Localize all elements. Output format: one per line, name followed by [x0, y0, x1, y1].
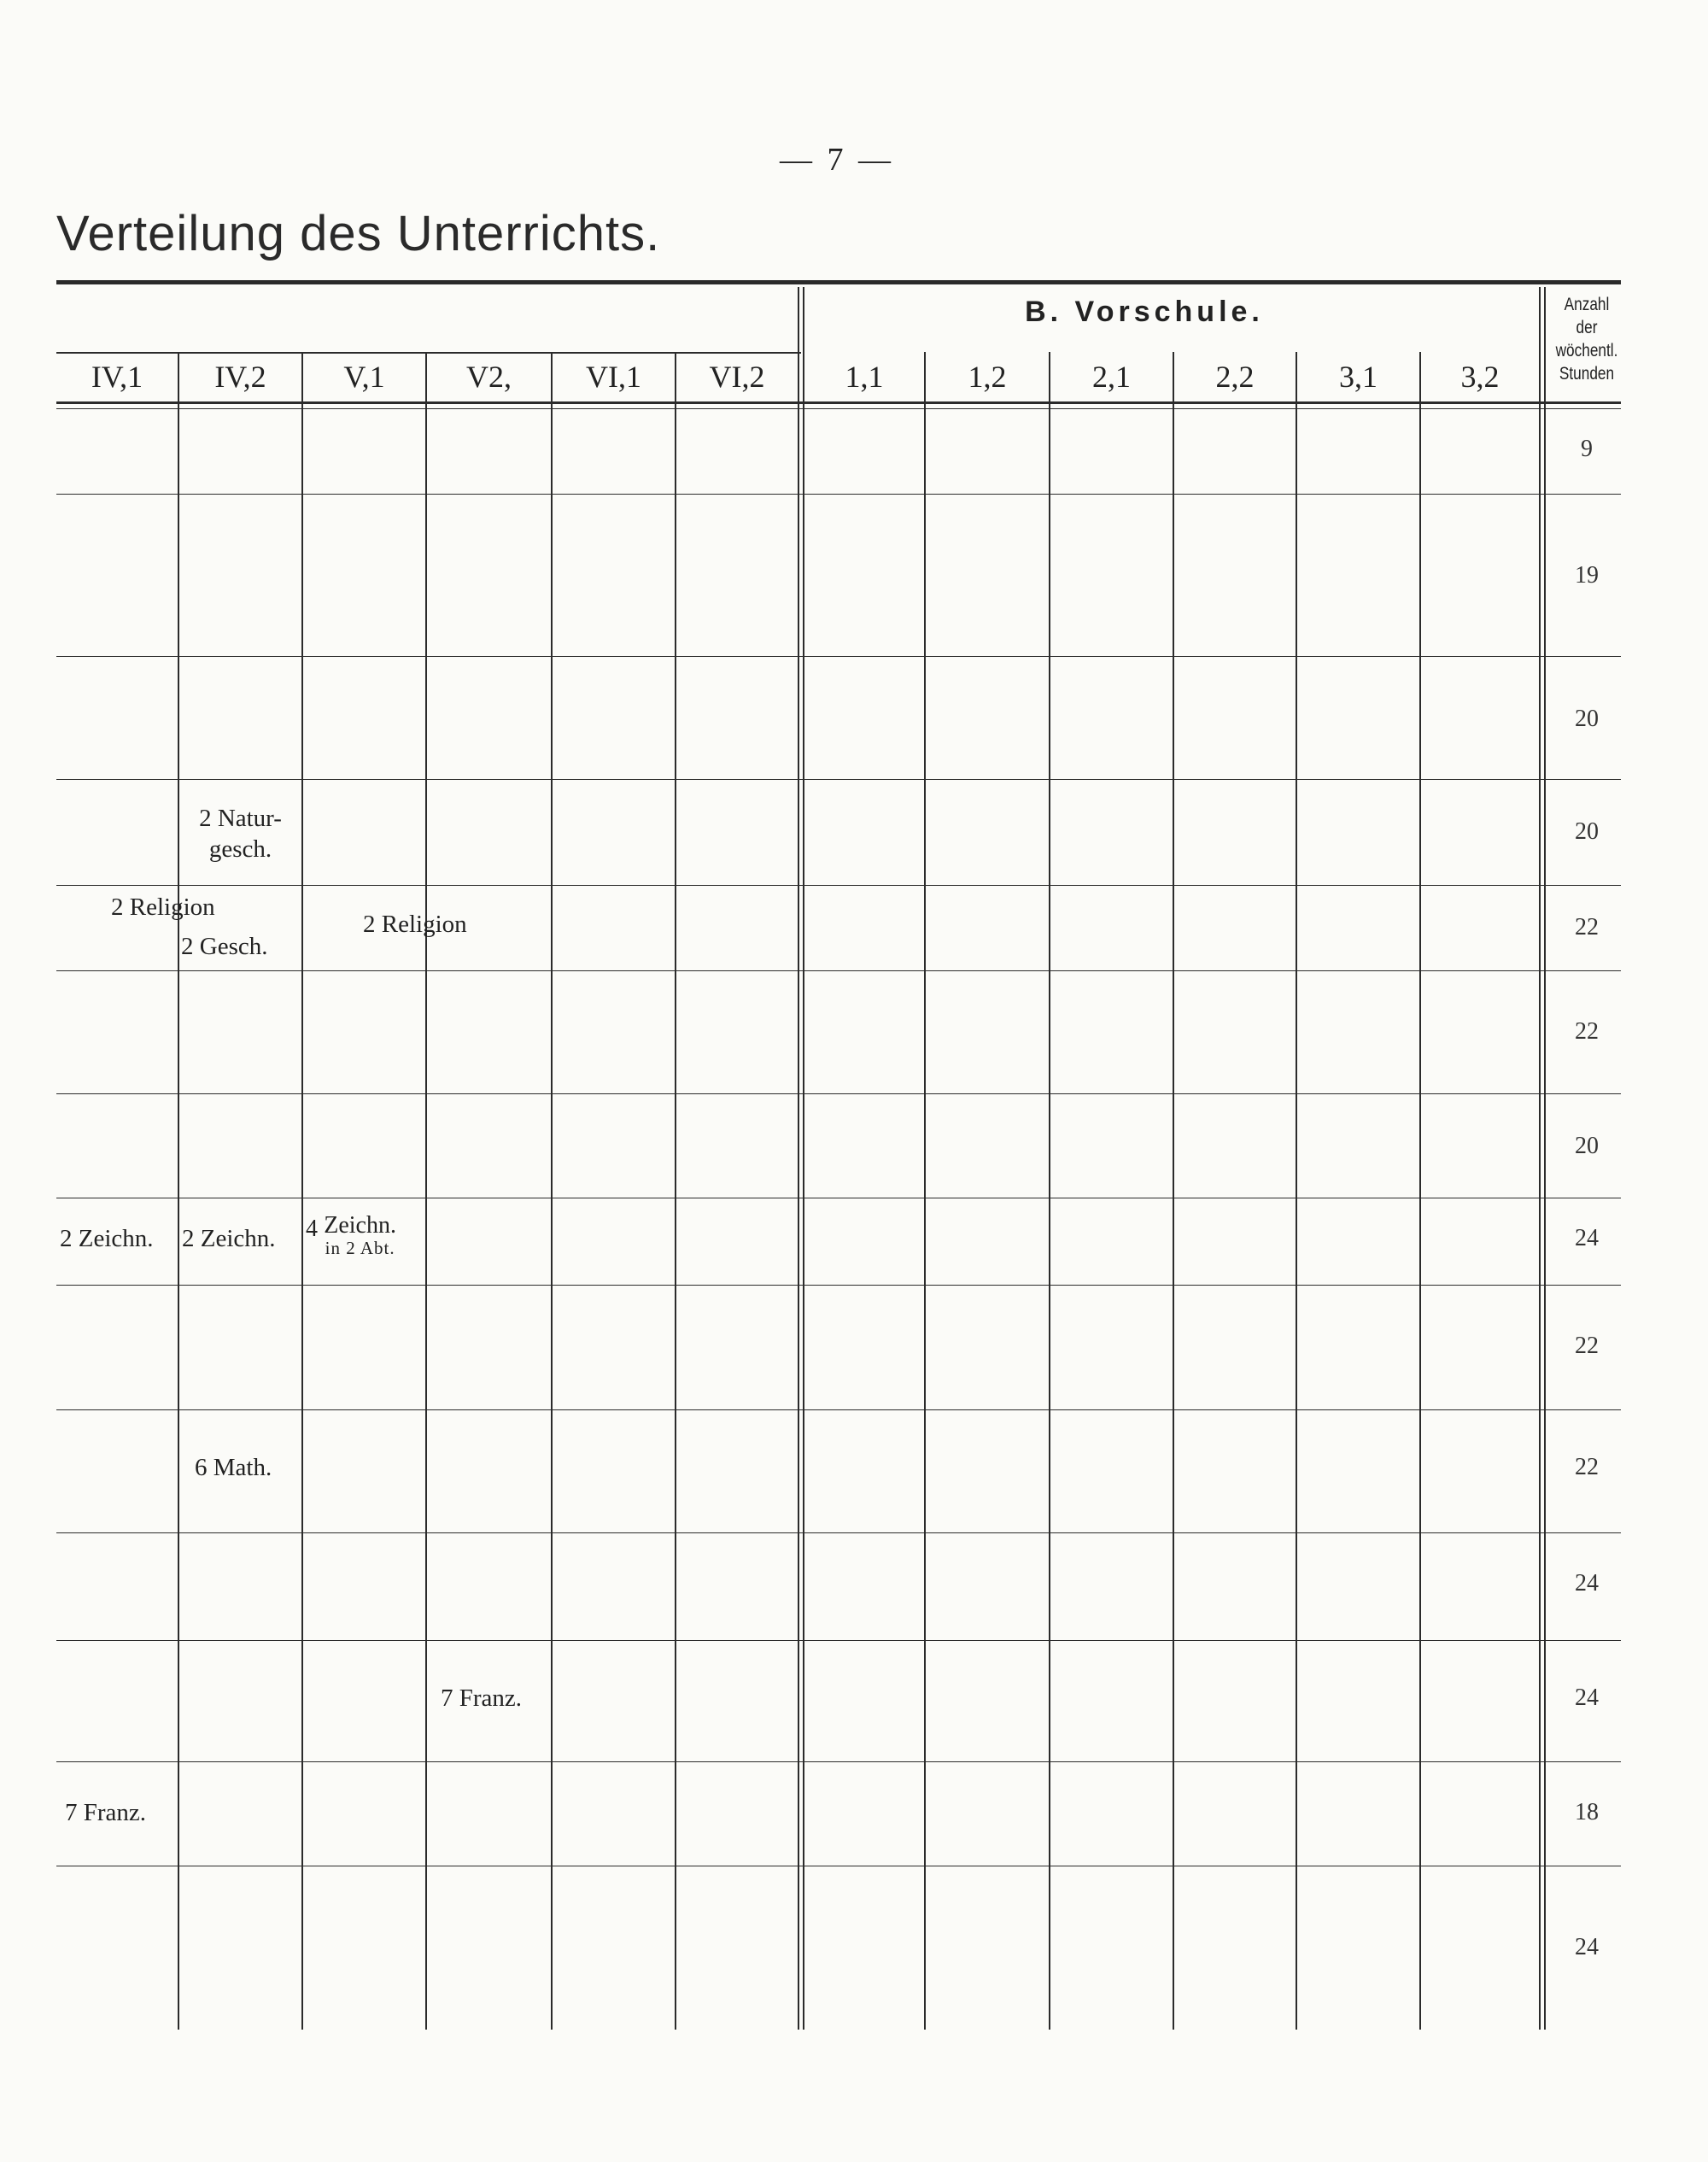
hours-header-line: wöchentl. — [1555, 341, 1618, 360]
row-divider — [56, 970, 1621, 971]
cell-line: 2 Natur- — [199, 805, 282, 832]
column-header-suffix: , — [504, 360, 512, 394]
column-header-main: 1, — [845, 360, 869, 394]
cell-math: 6 Math. — [195, 1454, 272, 1481]
cell-franz-v2: 7 Franz. — [441, 1684, 523, 1712]
column-header — [1174, 359, 1296, 395]
weekly-hours: 24 — [1575, 1225, 1599, 1251]
row-divider — [56, 1285, 1621, 1286]
cell-line: gesch. — [208, 835, 272, 863]
row-divider — [56, 1093, 1621, 1094]
column-header — [1297, 359, 1419, 395]
column-header-sub: 1 — [127, 360, 143, 394]
cell-zeichn-iv1: 2 Zeichn. — [60, 1225, 154, 1252]
column-header-sub: 2 — [991, 360, 1007, 394]
column-header-main: VI, — [586, 360, 626, 394]
column-divider — [675, 352, 676, 2030]
weekly-hours: 22 — [1575, 1454, 1599, 1480]
column-header-sub: 2 — [1238, 360, 1255, 394]
row-divider — [56, 494, 1621, 495]
weekly-hours: 22 — [1575, 1018, 1599, 1045]
column-header-main: 3, — [1339, 360, 1362, 394]
column-header — [56, 359, 178, 395]
weekly-hours: 20 — [1575, 1133, 1599, 1159]
divider-hours — [1539, 287, 1541, 2030]
column-header — [1050, 359, 1173, 395]
weekly-hours: 22 — [1575, 1333, 1599, 1359]
column-header — [926, 359, 1049, 395]
divider-vorschule — [798, 287, 799, 2030]
column-header-sub: 1 — [369, 360, 385, 394]
divider-vorschule — [803, 287, 804, 2030]
column-header-main: V — [466, 360, 488, 394]
column-header-main: 2, — [1215, 360, 1239, 394]
row-divider — [56, 885, 1621, 886]
weekly-hours: 9 — [1581, 436, 1593, 462]
column-header-main: 3, — [1460, 360, 1484, 394]
column-divider — [551, 352, 553, 2030]
cell-zeichn-number: 4 — [306, 1216, 318, 1242]
column-header-sub: 1 — [1115, 360, 1131, 394]
column-header-main: 2, — [1092, 360, 1115, 394]
weekly-hours: 24 — [1575, 1570, 1599, 1597]
cell-zeichn-iv2: 2 Zeichn. — [182, 1225, 276, 1252]
column-divider — [178, 352, 179, 2030]
cell-zeichn-v — [306, 1212, 396, 1258]
column-header-main: IV, — [214, 360, 251, 394]
column-header-main: V, — [343, 360, 370, 394]
column-header — [179, 359, 301, 395]
column-header — [553, 359, 675, 395]
column-divider — [301, 352, 303, 2030]
vorschule-group-header: B. Vorschule. — [1025, 296, 1264, 328]
column-header-sub: 1 — [1362, 360, 1378, 394]
hours-header-line: Stunden — [1559, 364, 1615, 384]
weekly-hours: 24 — [1575, 1934, 1599, 1960]
cell-zeichn-text: Zeichn. — [324, 1212, 396, 1239]
row-divider — [56, 656, 1621, 657]
weekly-hours: 19 — [1575, 562, 1599, 589]
column-header-sub: 2 — [250, 360, 266, 394]
column-header-sub: 1 — [868, 360, 884, 394]
column-divider — [425, 352, 427, 2030]
cell-zeichn-note: in 2 Abt. — [325, 1238, 395, 1258]
hours-header-line: der — [1576, 318, 1598, 337]
column-header-main: VI, — [709, 360, 750, 394]
column-header — [1421, 359, 1539, 395]
weekly-hours: 18 — [1575, 1799, 1599, 1825]
cell-religion-v: 2 Religion — [363, 911, 467, 938]
column-header — [303, 359, 425, 395]
column-header-sub: 2 — [749, 360, 765, 394]
column-divider — [1049, 352, 1050, 2030]
weekly-hours: 24 — [1575, 1684, 1599, 1711]
divider-hours — [1544, 287, 1546, 2030]
column-divider — [924, 352, 926, 2030]
cell-franz-iv1: 7 Franz. — [65, 1799, 147, 1826]
column-header-sub: 2 — [1483, 360, 1500, 394]
header-rule — [56, 408, 1621, 409]
header-rule — [56, 352, 801, 354]
column-header-sub: 2 — [488, 360, 504, 394]
weekly-hours: 20 — [1575, 706, 1599, 732]
column-header — [804, 359, 924, 395]
column-header — [427, 359, 551, 395]
cell-gesch: 2 Gesch. — [181, 933, 268, 960]
column-header-sub: 1 — [626, 360, 641, 394]
cell-naturgesch — [179, 803, 301, 864]
header-rule — [56, 401, 1621, 404]
row-divider — [56, 779, 1621, 780]
column-divider — [1173, 352, 1174, 2030]
column-header-main: IV, — [91, 360, 128, 394]
hours-header-line: Anzahl — [1564, 295, 1610, 314]
row-divider — [56, 1761, 1621, 1762]
cell-religion-iv: 2 Religion — [111, 894, 215, 921]
column-header — [676, 359, 798, 395]
page-number: — 7 — — [780, 142, 894, 178]
column-divider — [1296, 352, 1297, 2030]
row-divider — [56, 1532, 1621, 1533]
column-header-main: 1, — [968, 360, 991, 394]
hours-column-header — [1554, 293, 1618, 385]
row-divider — [56, 1640, 1621, 1641]
row-divider — [56, 1409, 1621, 1410]
column-divider — [1419, 352, 1421, 2030]
weekly-hours: 22 — [1575, 914, 1599, 940]
page-title: Verteilung des Unterrichts. — [56, 206, 661, 261]
weekly-hours: 20 — [1575, 818, 1599, 845]
